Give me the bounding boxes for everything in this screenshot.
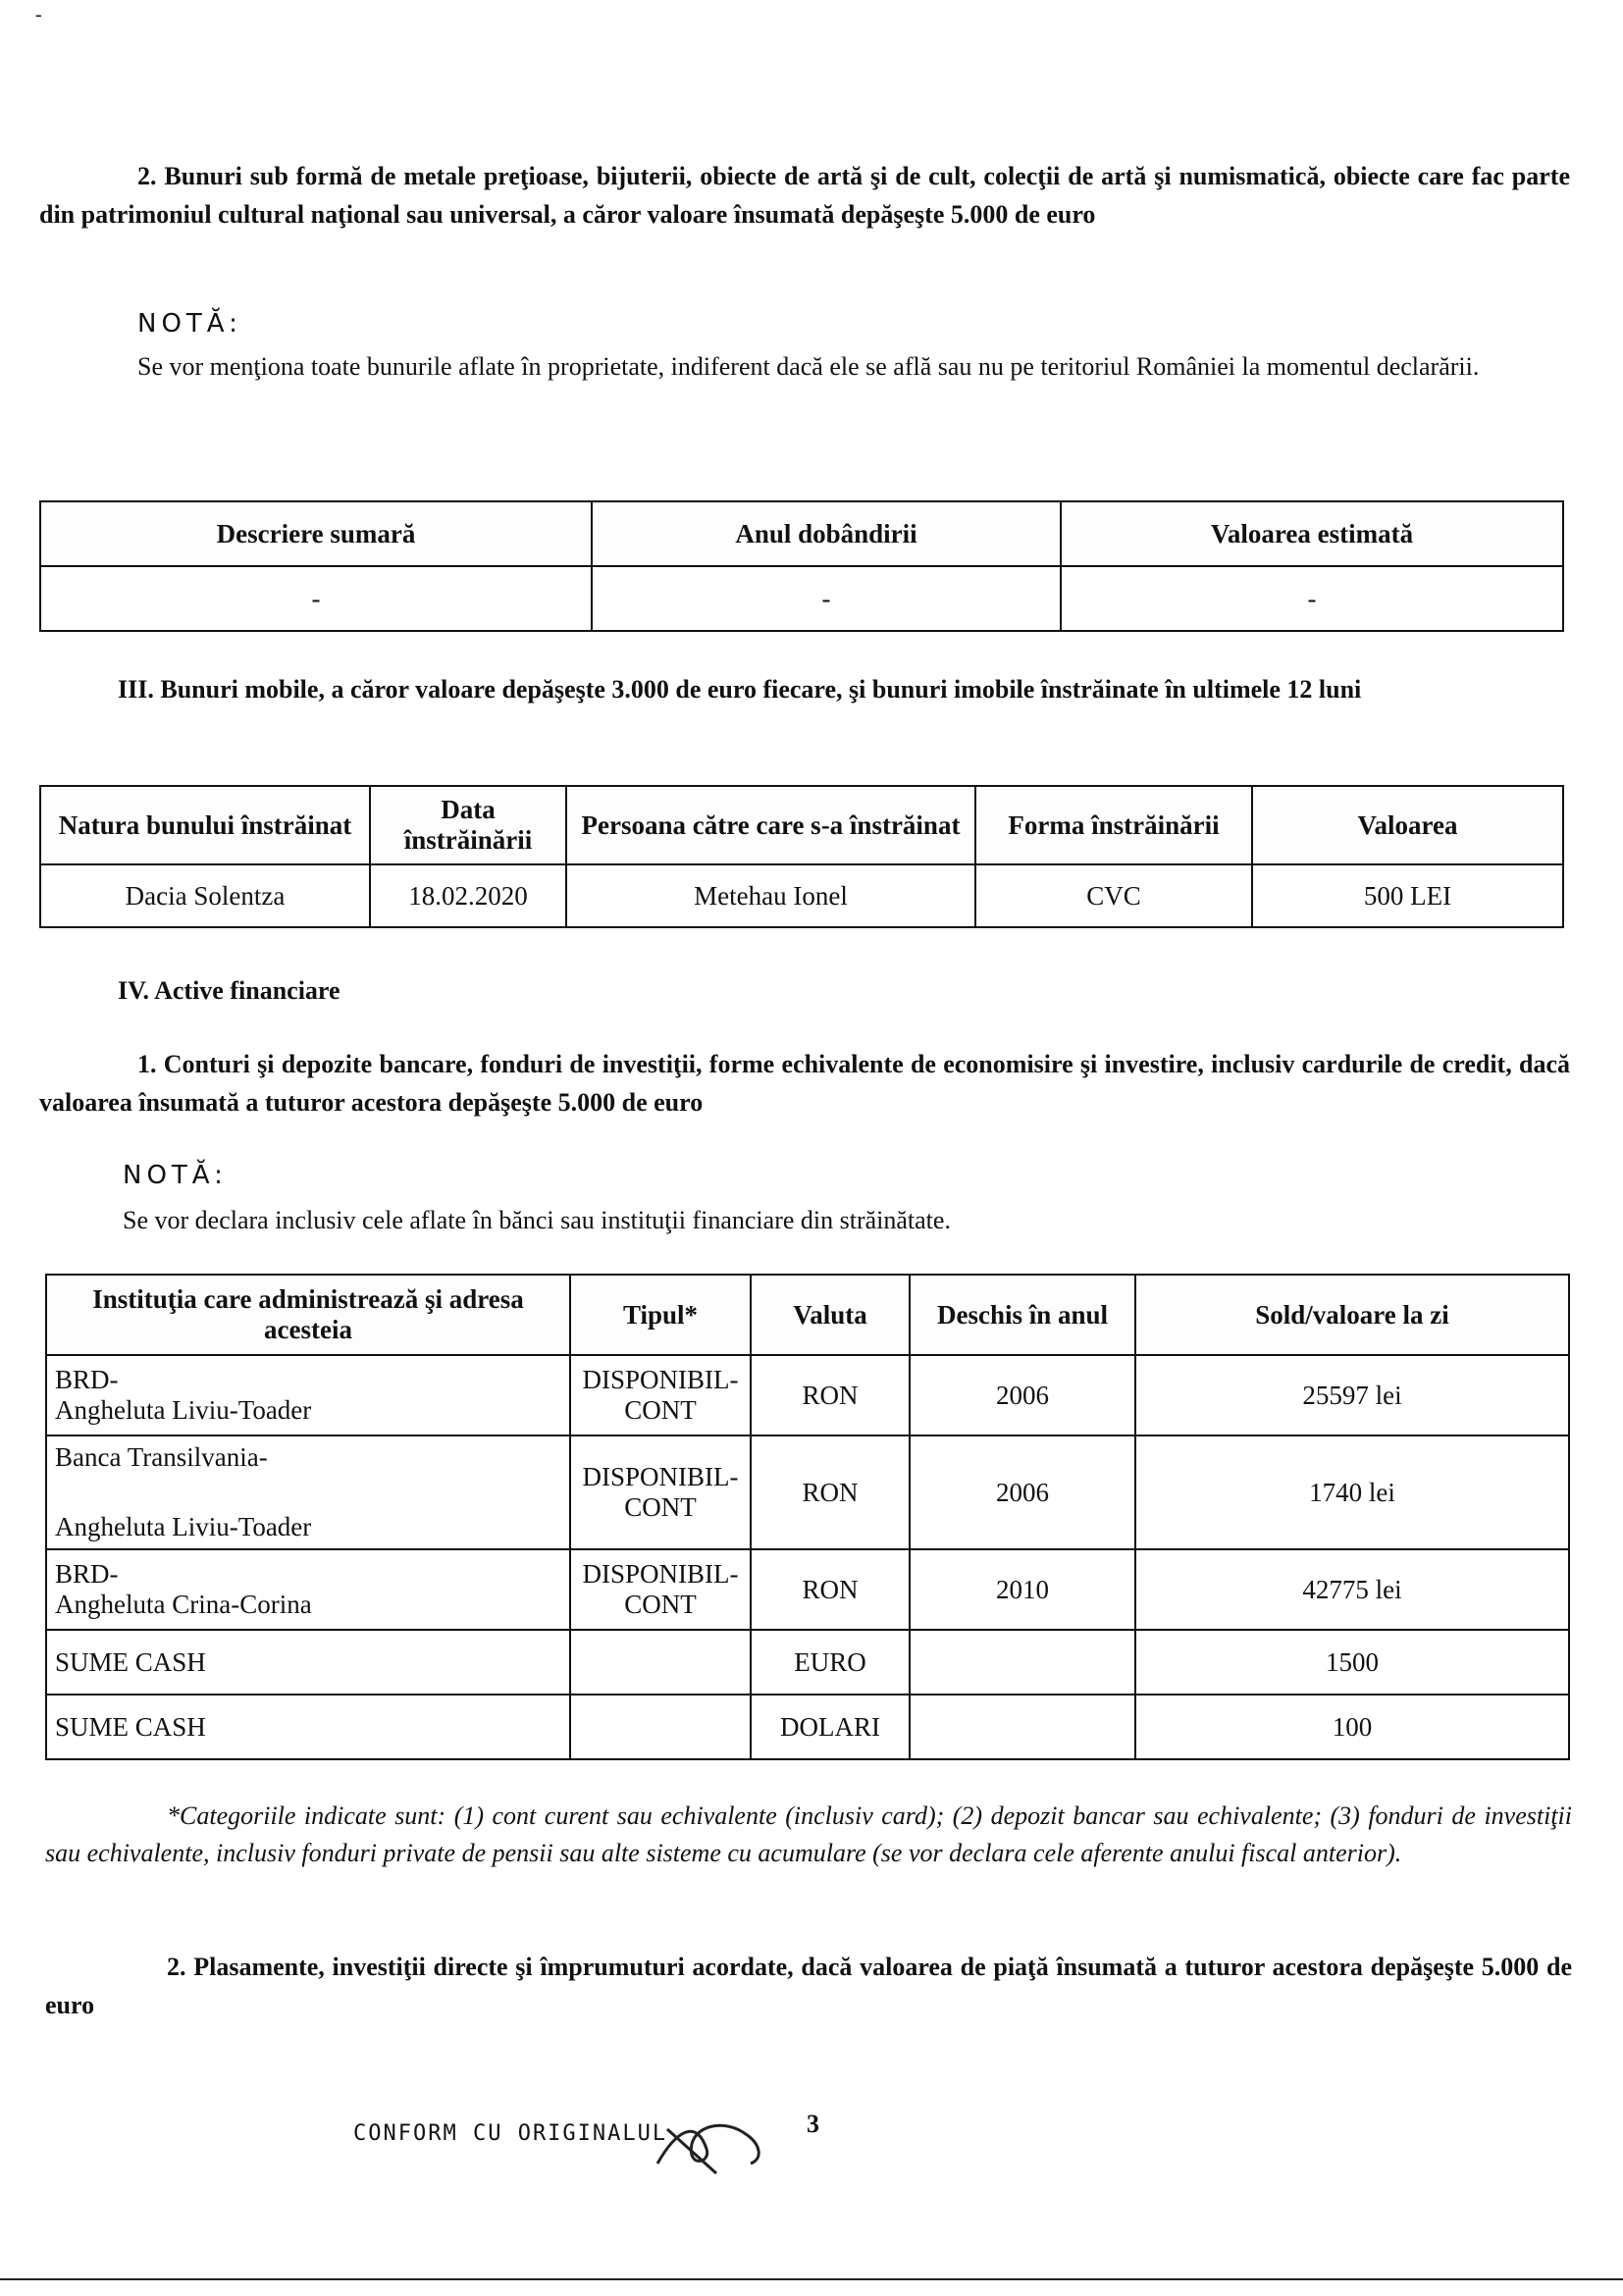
table2-cell: 500 LEI [1252, 864, 1563, 927]
table1-cell: - [40, 566, 592, 631]
account-holder: Angheluta Liviu-Toader [55, 1512, 312, 1541]
bottom-divider [0, 2278, 1623, 2280]
year-cell: 2006 [910, 1435, 1135, 1549]
table2-cell: 18.02.2020 [370, 864, 566, 927]
note2-title: NOTĂ: [123, 1161, 228, 1190]
section2-heading: 2. Bunuri sub formă de metale preţioase, bijuterii, obiecte de artă şi de cult, colecţii de artă şi numismatică, obiecte care fac parte din patrimoniul cultural naţional sau universal, a căror valoare însumată depăşeşte 5.000 de euro [39, 162, 1570, 229]
table3-header-institution: Instituţia care administrează şi adresa acesteia [46, 1275, 570, 1355]
account-holder: Angheluta Liviu-Toader [55, 1395, 312, 1425]
section4-2-heading: 2. Plasamente, investiţii directe şi împrumuturi acordate, dacă valoarea de piaţă însumată a tuturor acestora depăşeşte 5.000 de euro [45, 1953, 1572, 2019]
type-cell: DISPONIBIL-CONT [570, 1435, 751, 1549]
table1-header-value: Valoarea estimată [1061, 501, 1563, 566]
table2-header-person: Persoana către care s-a înstrăinat [566, 786, 975, 864]
alienated-goods-table [39, 785, 1564, 928]
type-cell: DISPONIBIL-CONT [570, 1355, 751, 1435]
table3-header-type: Tipul* [570, 1275, 751, 1355]
institution-cell: SUME CASH [46, 1630, 570, 1695]
type-cell [570, 1630, 751, 1695]
currency-cell: RON [751, 1549, 910, 1630]
currency-cell: DOLARI [751, 1695, 910, 1759]
page-number: 3 [807, 2110, 819, 2138]
bank-accounts-table [45, 1274, 1570, 1760]
footnote: *Categoriile indicate sunt: (1) cont curent sau echivalente (inclusiv card); (2) depozit bancar sau echivalente; (3) fonduri de investiţii sau echivalente, inclusiv fonduri private de pensii sau alte sisteme cu acumulare (se vor declara cele aferente anului fiscal anterior). [45, 1801, 1572, 1867]
type-cell: DISPONIBIL-CONT [570, 1549, 751, 1630]
table1-cell: - [1061, 566, 1563, 631]
table-row [46, 1435, 1569, 1549]
institution-name: Banca Transilvania- [55, 1442, 268, 1472]
table2-header-date: Data înstrăinării [370, 786, 566, 864]
currency-cell: RON [751, 1355, 910, 1435]
table2-cell: Dacia Solentza [40, 864, 370, 927]
institution-cell: SUME CASH [46, 1695, 570, 1759]
balance-cell: 42775 lei [1135, 1549, 1569, 1630]
type-cell [570, 1695, 751, 1759]
table-row [46, 1549, 1569, 1630]
stamp-text: CONFORM CU ORIGINALUL [353, 2121, 668, 2146]
stamp [353, 2121, 667, 2146]
table2-cell: CVC [975, 864, 1252, 927]
institution-name: BRD- [55, 1365, 119, 1394]
balance-cell: 1740 lei [1135, 1435, 1569, 1549]
institution-cell [46, 1435, 570, 1549]
corner-mark: - [35, 4, 42, 26]
precious-goods-table [39, 500, 1564, 632]
note1-text: Se vor menţiona toate bunurile aflate în proprietate, indiferent dacă ele se află sau nu pe teritoriul României la momentul declarării. [137, 352, 1480, 381]
year-cell [910, 1630, 1135, 1695]
signature-icon [648, 2110, 785, 2178]
currency-cell: RON [751, 1435, 910, 1549]
table2-cell: Metehau Ionel [566, 864, 975, 927]
table1-cell: - [592, 566, 1061, 631]
section4-1-heading: 1. Conturi şi depozite bancare, fonduri de investiţii, forme echivalente de economisire şi investire, inclusiv cardurile de credit, dacă valoarea însumată a tuturor acestora depăşeşte 5.000 de euro [39, 1050, 1570, 1117]
table-row [46, 1630, 1569, 1695]
table-row [46, 1355, 1569, 1435]
table3-header-year: Deschis în anul [910, 1275, 1135, 1355]
currency-cell: EURO [751, 1630, 910, 1695]
table2-header-value: Valoarea [1252, 786, 1563, 864]
account-holder: Angheluta Crina-Corina [55, 1590, 312, 1619]
table2-header-nature: Natura bunului înstrăinat [40, 786, 370, 864]
institution-cell [46, 1549, 570, 1630]
year-cell: 2010 [910, 1549, 1135, 1630]
balance-cell: 100 [1135, 1695, 1569, 1759]
year-cell [910, 1695, 1135, 1759]
section4-heading: IV. Active financiare [118, 976, 340, 1005]
table2-header-form: Forma înstrăinării [975, 786, 1252, 864]
table1-header-description: Descriere sumară [40, 501, 592, 566]
table3-header-currency: Valuta [751, 1275, 910, 1355]
section3-heading: III. Bunuri mobile, a căror valoare depăşeşte 3.000 de euro fiecare, şi bunuri imobile înstrăinate în ultimele 12 luni [118, 675, 1362, 704]
table3-header-balance: Sold/valoare la zi [1135, 1275, 1569, 1355]
note1-title: NOTĂ: [137, 309, 242, 339]
table1-header-year: Anul dobândirii [592, 501, 1061, 566]
institution-name: BRD- [55, 1559, 119, 1589]
note2-text: Se vor declara inclusiv cele aflate în bănci sau instituţii financiare din străinătate. [123, 1206, 951, 1234]
table-row [46, 1695, 1569, 1759]
institution-cell [46, 1355, 570, 1435]
balance-cell: 25597 lei [1135, 1355, 1569, 1435]
balance-cell: 1500 [1135, 1630, 1569, 1695]
year-cell: 2006 [910, 1355, 1135, 1435]
